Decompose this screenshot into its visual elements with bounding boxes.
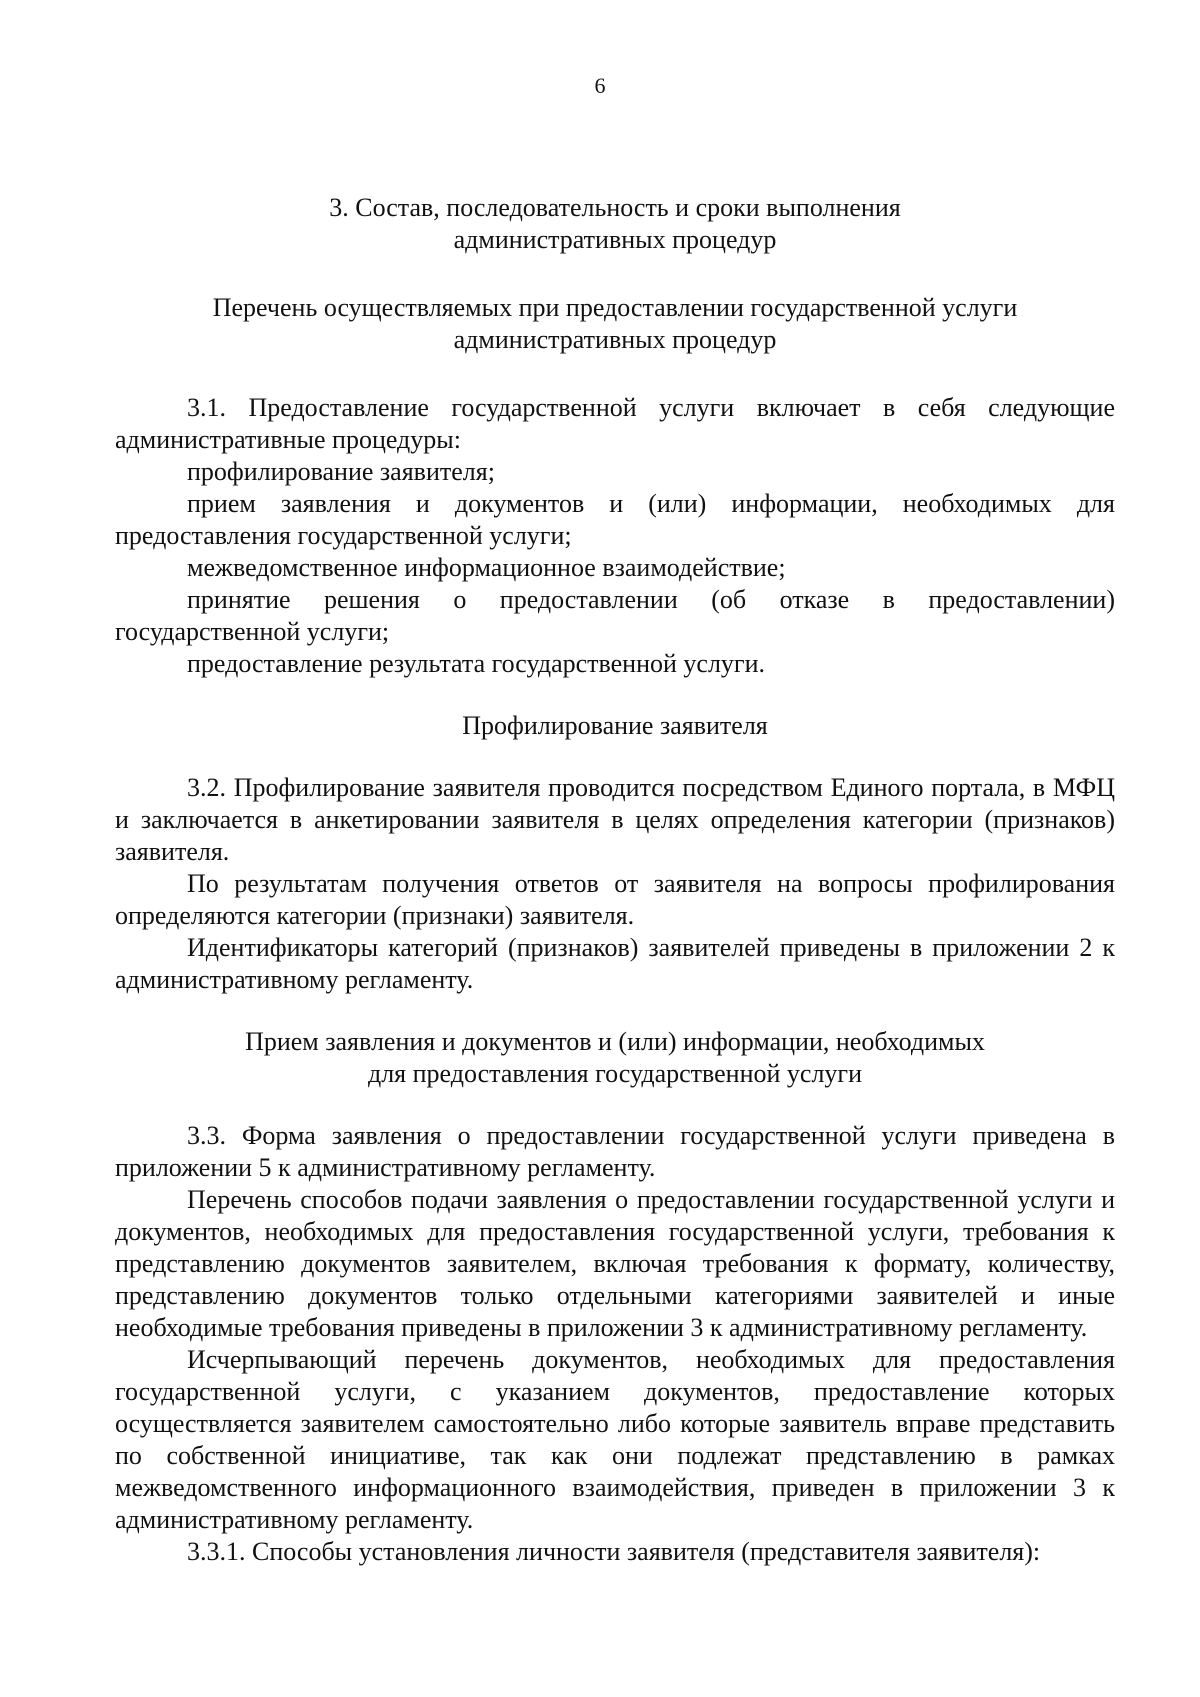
section-title-line-1: 3. Состав, последовательность и сроки выполнения [329,193,901,222]
procedure-item: прием заявления и документов и (или) информации, необходимых для предоставления государственной услуги; [115,489,1115,550]
heading-reception-line-2: для предоставления государственной услуги [367,1059,863,1088]
page-number: 6 [594,73,606,98]
paragraph-3-2-p1: 3.2. Профилирование заявителя проводится посредством Единого портала, в МФЦ и заключается в анкетировании заявителя в целях определения категории (признаков) заявителя. [115,773,1115,866]
section-title-line-2: административных процедур [453,225,777,254]
heading-profiling-text: Профилирование заявителя [462,711,768,740]
subsection-title-line-2: административных процедур [453,325,777,354]
document-body [115,192,1115,1568]
paragraph-3-3 [115,1120,1115,1568]
procedure-item: межведомственное информационное взаимодействие; [187,553,786,582]
heading-reception [115,1026,1115,1090]
subsection-title [115,292,1115,356]
subsection-title-line-1: Перечень осуществляемых при предоставлении государственной услуги [212,293,1018,322]
procedure-item: профилирование заявителя; [187,457,495,486]
paragraph-3-2-p2: По результатам получения ответов от заявителя на вопросы профилирования определяются категории (признаки) заявителя. [115,869,1115,930]
heading-profiling [115,710,1115,742]
procedure-item: предоставление результата государственной услуги. [187,649,766,678]
paragraph-3-3-p2: Перечень способов подачи заявления о предоставлении государственной услуги и документов, необходимых для предоставления государственной услуги, требования к представлению документов заявителем, включая требования к формату, количеству, представлению документов только отдельными категориями заявителей и иные необходимые требования приведены в приложении 3 к административному регламенту. [115,1185,1115,1342]
procedure-item: принятие решения о предоставлении (об отказе в предоставлении) государственной услуги; [115,585,1115,646]
paragraph-3-3-p3: Исчерпывающий перечень документов, необходимых для предоставления государственной услуги, с указанием документов, предоставление которых осуществляется заявителем самостоятельно либо которые заявитель вправе представить по собственной инициативе, так как они подлежат представлению в рамках межведомственного информационного взаимодействия, приведен в приложении 3 к административному регламенту. [115,1345,1115,1534]
paragraph-3-1 [115,392,1115,680]
paragraph-3-3-p1: 3.3. Форма заявления о предоставлении государственной услуги приведена в приложении 5 к административному регламенту. [115,1121,1115,1182]
paragraph-3-2-p3: Идентификаторы категорий (признаков) заявителей приведены в приложении 2 к административному регламенту. [115,933,1115,994]
paragraph-3-2 [115,772,1115,996]
paragraph-3-1-intro: 3.1. Предоставление государственной услуги включает в себя следующие административные процедуры: [115,393,1115,454]
section-title [115,192,1115,256]
paragraph-3-3-1: 3.3.1. Способы установления личности заявителя (представителя заявителя): [187,1537,1041,1566]
heading-reception-line-1: Прием заявления и документов и (или) информации, необходимых [245,1027,985,1056]
